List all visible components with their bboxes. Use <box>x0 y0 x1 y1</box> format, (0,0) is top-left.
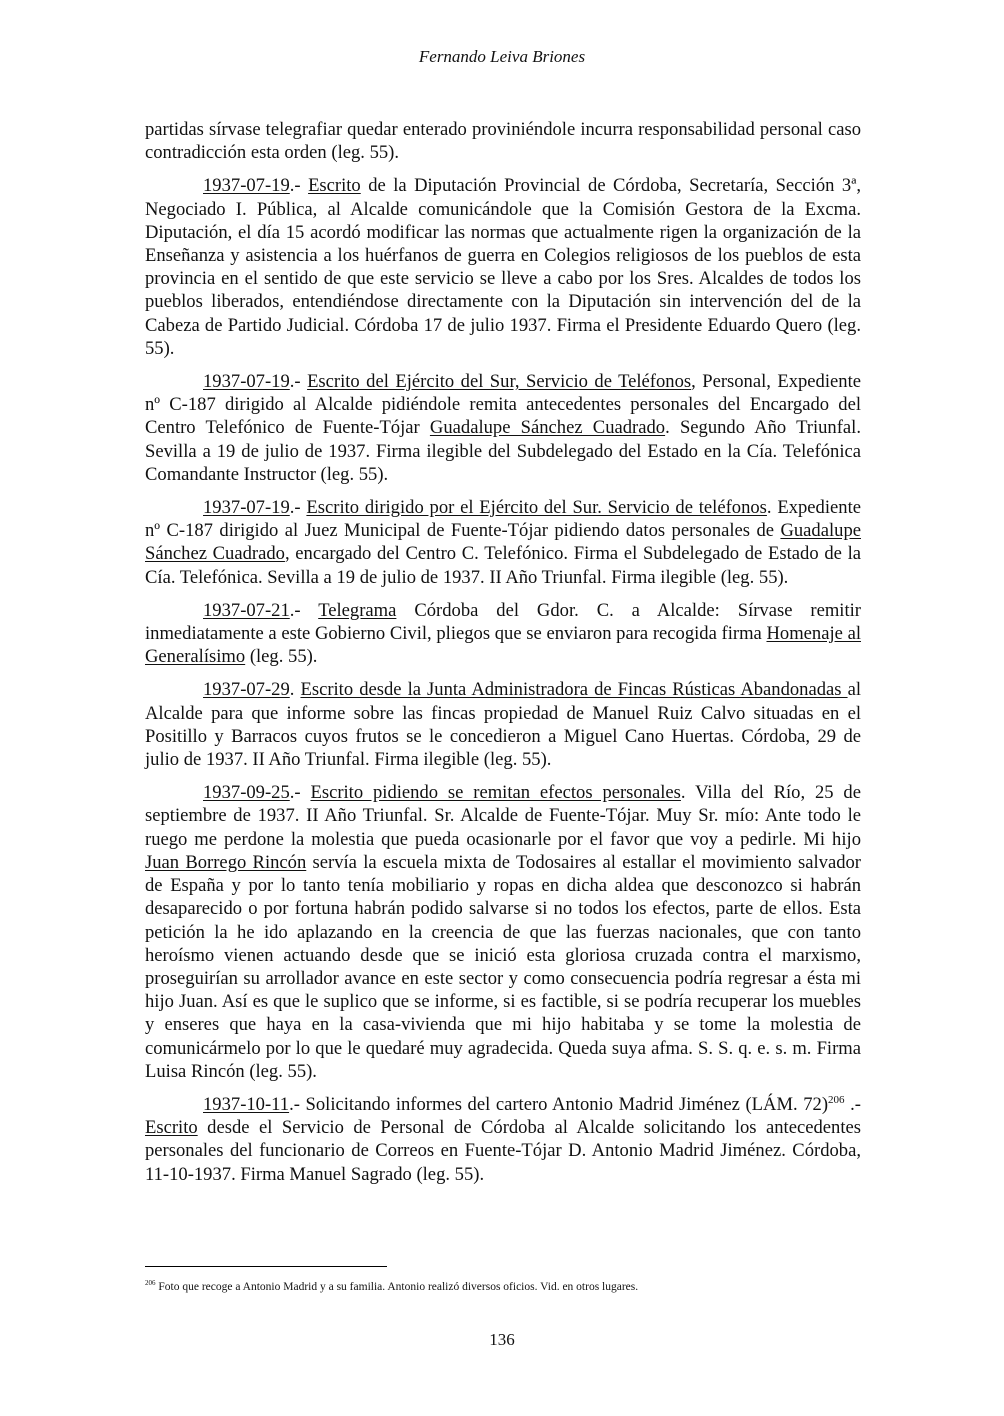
paragraph-continuation <box>145 118 861 164</box>
entry-1937-07-19-b <box>145 370 861 486</box>
entry-text: . Segundo Año Triunfal. Sevilla a 19 de julio de 1937. Firma ilegible del Subdelegado del Estado en la Cía. Telefónica Comandante Instructor (leg. 55). <box>145 417 861 485</box>
entry-text: , encargado del Centro C. Telefónico. Firma el Subdelegado de Estado de la Cía. Telefónica. Sevilla a 19 de julio de 1937. II Año Triunfal. Firma ilegible (leg. 55). <box>145 543 861 588</box>
separator: .- <box>289 599 319 621</box>
entry-1937-10-11 <box>145 1093 861 1186</box>
document-type: Escrito del Ejército del Sur, Servicio de Teléfonos <box>307 371 692 393</box>
footnote-number: 206 <box>145 1279 156 1288</box>
entry-text: (leg. 55). <box>245 646 318 668</box>
footnote-ref: 206 <box>828 1093 845 1106</box>
entry-date: 1937-07-19 <box>203 175 290 197</box>
entry-text: .- Solicitando informes del cartero Antonio Madrid Jiménez (LÁM. 72) <box>289 1093 829 1115</box>
entry-date: 1937-07-29 <box>203 679 290 701</box>
entry-text: servía la escuela mixta de Todosaires al estallar el movimiento salvador de España y por lo tanto tenía mobiliario y ropas en dicha aldea que desconozco si habrán desaparecido o por fortuna habrán podido salvarse si no todos los efectos, parte de ellos. Esta petición la he ido aplazando en la creencia de que las fuerzas nacionales, que con tanto heroísmo vienen actuando desde que se inició esta gloriosa cruzada contra el marxismo, proseguirían su arrollador avance en este sector y como consecuencia podría regresar a ésta mi hijo Juan. Así es que le suplico que se informe, si es factible, si se podría recuperar los muebles y enseres que haya en la casa-vivienda que mi hijo habitaba y se tome la molestia de comunicármelo por lo que le quedaré muy agradecida. Queda suya afma. S. S. q. e. s. m. Firma Luisa Rincón (leg. 55). <box>145 851 861 1082</box>
footnote-rule <box>145 1266 387 1267</box>
entry-text: . Villa del Río, 25 de septiembre de 1937. II Año Triunfal. Sr. Alcalde de Fuente-Tójar. Muy Sr. mío: Ante todo le ruego me perdone la molestia que pueda ocasionarle por el favor que voy a pedirle. Mi hijo <box>145 782 861 850</box>
entry-1937-07-19-c <box>145 496 861 589</box>
person-name: Guadalupe Sánchez Cuadrado <box>145 520 861 565</box>
event-name: Homenaje al Generalísimo <box>145 623 861 668</box>
paragraph-text: partidas sírvase telegrafiar quedar enterado proviniéndole incurra responsabilidad personal caso contradicción esta orden (leg. 55). <box>145 119 861 164</box>
footnote <box>145 1281 861 1293</box>
person-name: Juan Borrego Rincón <box>145 851 307 873</box>
document-type: Escrito <box>145 1117 198 1139</box>
entry-date: 1937-10-11 <box>203 1093 290 1115</box>
entry-date: 1937-09-25 <box>203 782 290 804</box>
separator: .- <box>289 497 307 519</box>
document-type: Escrito pidiendo se remitan efectos personales <box>310 782 681 804</box>
document-body <box>145 118 861 1196</box>
running-header: Fernando Leiva Briones <box>418 47 586 66</box>
separator: .- <box>844 1093 861 1115</box>
entry-text: Córdoba del Gdor. C. a Alcalde: Sírvase remitir inmediatamente a este Gobierno Civil, pliegos que se enviaron para recogida firma <box>145 599 861 645</box>
entry-date: 1937-07-19 <box>203 497 290 519</box>
footnote-text: Foto que recoge a Antonio Madrid y a su familia. Antonio realizó diversos oficios. Vid. en otros lugares. <box>155 1281 639 1293</box>
entry-1937-09-25 <box>145 781 861 1083</box>
entry-date: 1937-07-19 <box>203 371 290 393</box>
entry-text: desde el Servicio de Personal de Córdoba al Alcalde solicitando los antecedentes personales del funcionario de Correos en Fuente-Tójar D. Antonio Madrid Jiménez. Córdoba, 11-10-1937. Firma Manuel Sagrado (leg. 55). <box>145 1117 861 1185</box>
separator: . <box>289 679 301 701</box>
entry-date: 1937-07-21 <box>203 599 290 621</box>
document-type: Escrito desde la Junta Administradora de Fincas Rústicas Abandonadas <box>300 679 848 701</box>
entry-text: al Alcalde para que informe sobre las fincas propiedad de Manuel Ruiz Calvo situadas en el Positillo y Barracos cuyos frutos se le concedieron a Miguel Cano Huertas. Córdoba, 29 de julio de 1937. II Año Triunfal. Firma ilegible (leg. 55). <box>145 679 861 771</box>
entry-1937-07-19-a <box>145 174 861 360</box>
separator: .- <box>289 782 311 804</box>
entry-1937-07-29 <box>145 678 861 771</box>
document-type: Telegrama <box>318 599 397 621</box>
separator: .- <box>289 175 309 197</box>
page-number: 136 <box>489 1330 515 1349</box>
entry-text: de la Diputación Provincial de Córdoba, Secretaría, Sección 3ª, Negociado I. Pública, al Alcalde comunicándole que la Comisión Gestora de la Excma. Diputación, el día 15 acordó modificar las normas que actualmente rigen la organización de la Enseñanza y asistencia a los huérfanos de guerra en Colegios religiosos de los pueblos de esta provincia en el sentido de que este servicio se lleve a cabo por los Sres. Alcaldes de todos los pueblos liberados, entendiéndose directamente con la Diputación sin intervención del de la Cabeza de Partido Judicial. Córdoba 17 de julio 1937. Firma el Presidente Eduardo Quero (leg. 55). <box>145 175 861 359</box>
entry-1937-07-21 <box>145 599 861 669</box>
document-type: Escrito <box>308 175 361 197</box>
entry-text: . Expediente nº C-187 dirigido al Juez Municipal de Fuente-Tójar pidiendo datos personales de <box>145 497 861 542</box>
person-name: Guadalupe Sánchez Cuadrado <box>429 417 666 439</box>
separator: .- <box>289 371 308 393</box>
document-type: Escrito dirigido por el Ejército del Sur. Servicio de teléfonos <box>306 497 767 519</box>
entry-text: , Personal, Expediente nº C-187 dirigido al Alcalde pidiéndole remita antecedentes personales del Encargado del Centro Telefónico de Fuente-Tójar <box>145 371 861 439</box>
